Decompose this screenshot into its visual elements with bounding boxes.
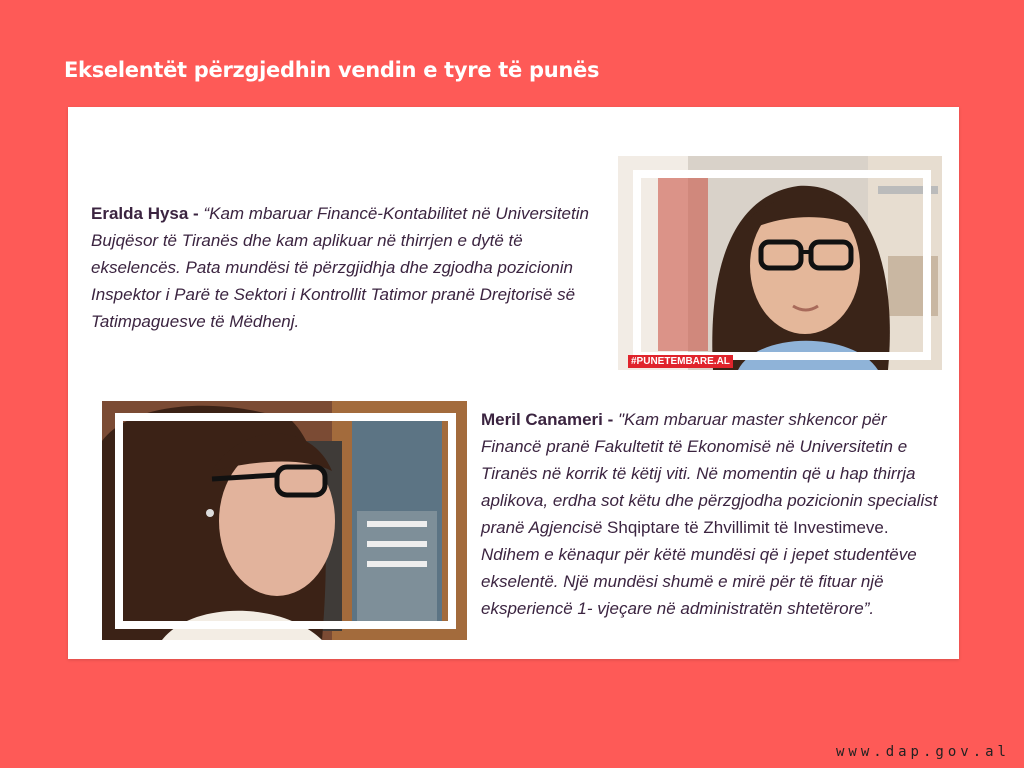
testimonial-1-text: “Kam mbaruar Financë-Kontabilitet në Universitetin Bujqësor të Tiranës dhe kam aplikuar në thirrjen e dytë të ekselencës. Pata mundësi të përzgjidhja dhe zgjodha pozicionin Inspektor i Parë te Sektori i Kontrollit Tatimor pranë Drejtorisë së Tatimpaguesve të Mëdhenj. bbox=[91, 204, 589, 331]
testimonial-2-text-part3: Ndihem e kënaqur për këtë mundësi që i jepet studentëve ekselentë. Një mundësi shumë e mirë për të fituar një eksperiencë 1- vjeçare në administratën shtetërore”. bbox=[481, 545, 917, 618]
testimonial-1-name: Eralda Hysa - bbox=[91, 204, 199, 223]
testimonials-card bbox=[68, 107, 959, 659]
testimonial-1 bbox=[91, 200, 611, 335]
website-url: www.dap.gov.al bbox=[835, 744, 1010, 760]
photo-frame bbox=[633, 170, 931, 360]
testimonial-2-name: Meril Canameri - bbox=[481, 410, 614, 429]
page-title: Ekselentët përzgjedhin vendin e tyre të punës bbox=[64, 58, 600, 82]
testimonial-1-photo bbox=[618, 156, 942, 370]
testimonial-2-photo bbox=[102, 401, 467, 640]
testimonial-2 bbox=[481, 406, 951, 622]
testimonial-2-text-part2: Shqiptare të Zhvillimit të Investimeve. bbox=[602, 518, 889, 537]
testimonial-2-text-part1: "Kam mbaruar master shkencor për Financë pranë Fakultetit të Ekonomisë në Universitetin e Tiranës në korrik të këtij viti. Në momentin që u hap thirrja aplikova, erdha sot këtu dhe përzgjodha pozicionin specialist pranë Agjencisë bbox=[481, 410, 938, 537]
photo-frame bbox=[115, 413, 456, 629]
photo-hashtag: #PUNETEMBARE.AL bbox=[628, 355, 733, 368]
